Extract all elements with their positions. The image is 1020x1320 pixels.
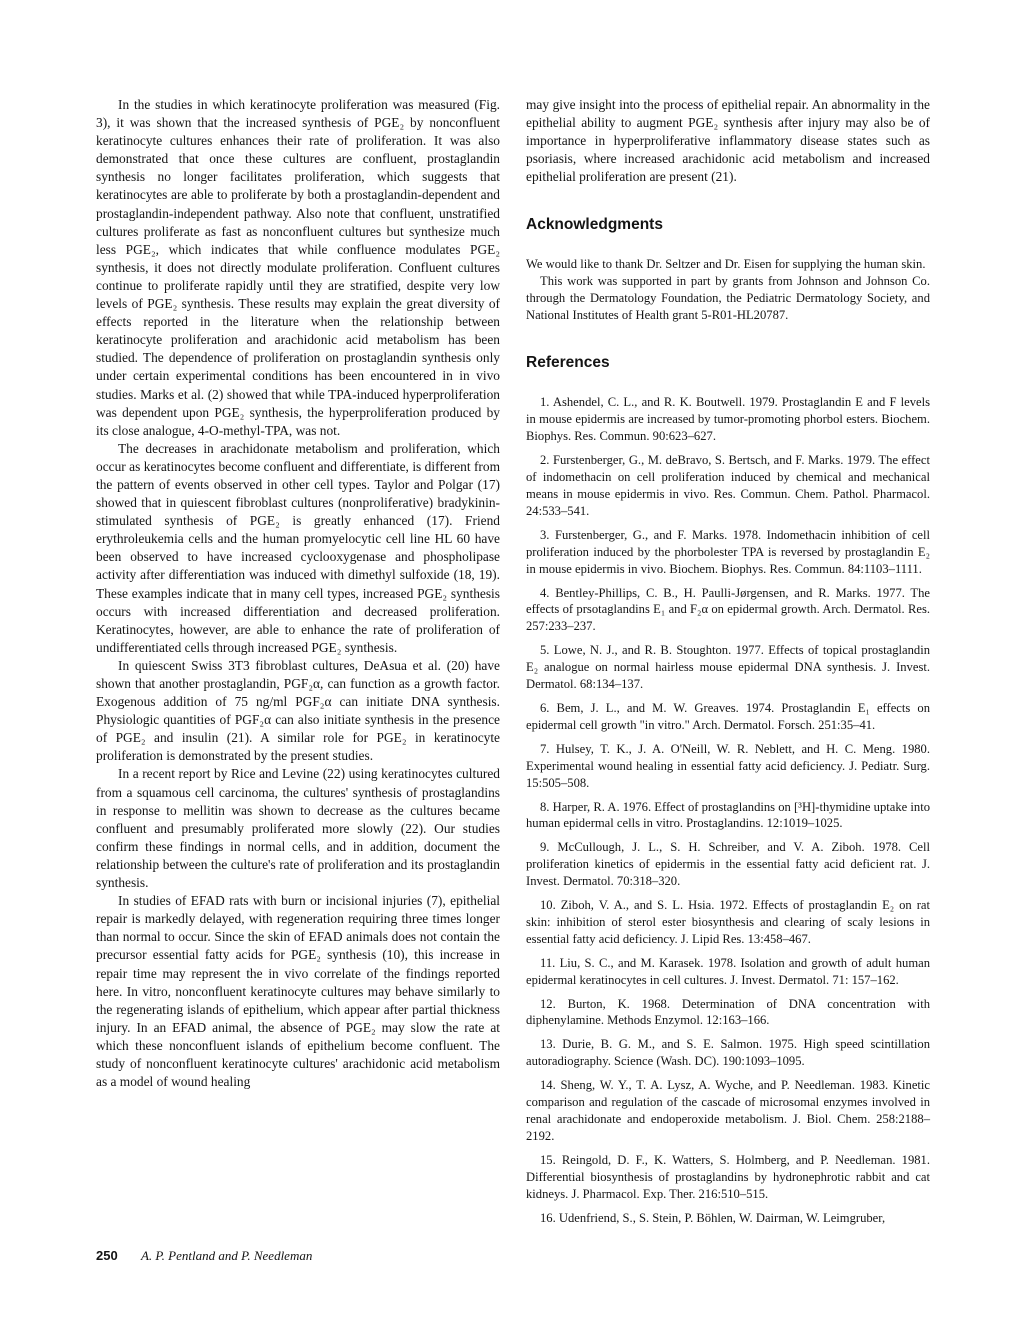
reference-item: 8. Harper, R. A. 1976. Effect of prostaglandins on [³H]-thymidine uptake into human epidermal cells in vitro. Prostaglandins. 12:1019–1025. [526,799,930,831]
body-paragraph: In a recent report by Rice and Levine (22) using keratinocytes cultured from a squamous cell carcinoma, the cultures' synthesis of prostaglandins in response to mellitin was shown to decrease as the cultures became confluent and presumably proliferated more slowly (22). Our studies confirm these findings in normal cells, and in addition, document the relationship between the culture's rate of proliferation and its prostaglandin synthesis. [96,766,500,891]
reference-item: 15. Reingold, D. F., K. Watters, S. Holmberg, and P. Needleman. 1981. Differential biosynthesis of prostaglandins by hydronephrotic rabbit and cat kidneys. J. Pharmacol. Exp. Ther. 216:510–515. [526,1152,930,1201]
reference-list [526,394,930,1226]
reference-item: 13. Durie, B. G. M., and S. E. Salmon. 1975. High speed scintillation autoradiography. Science (Wash. DC). 190:1093–1095. [526,1037,930,1069]
reference-item: 7. Hulsey, T. K., J. A. O'Neill, W. R. Neblett, and H. C. Meng. 1980. Experimental wound healing in essential fatty acid deficiency. J. Pediatr. Surg. 15:505–508. [526,741,930,790]
reference-item: 2. Furstenberger, G., M. deBravo, S. Bertsch, and F. Marks. 1979. The effect of indomethacin on cell proliferation induced by chemical and mechanical means in mouse epidermis in vivo. Res. Commun. Chem. Pathol. Pharmacol. 24:533–541. [526,453,930,518]
acknowledgment-paragraph: This work was supported in part by grants from Johnson and Johnson Co. through the Dermatology Foundation, the Pediatric Dermatology Society, and National Institutes of Health grant 5-R01-HL20787. [526,274,930,323]
body-paragraph: In quiescent Swiss 3T3 fibroblast cultures, DeAsua et al. (20) have shown that another prostaglandin, PGF₂α, can function as a growth factor. Exogenous addition of 75 ng/ml PGF₂α can initiate DNA synthesis. Physiologic quantities of PGF₂α can also initiate synthesis in the presence of PGE₂ and insulin (21). A similar role for PGE₂ in keratinocyte proliferation is demonstrated by the present studies. [96,657,500,764]
body-paragraph: In studies of EFAD rats with burn or incisional injuries (7), epithelial repair is markedly delayed, with regeneration requiring three times longer than normal to occur. Since the skin of EFAD animals does not contain the precursor essential fatty acids for PGE₂ synthesis (10), this increase in repair time may represent the in vivo correlate of the findings reported here. In vitro, nonconfluent keratinocyte cultures may behave similarly to the regenerating islands of epithelium, which appear after partial thickness injury. In an EFAD animal, the absence of PGE₂ may slow the rate at which these nonconfluent islands of epithelium become confluent. The study of nonconfluent keratinocyte cultures' arachidonic acid metabolism as a model of wound healing [96,893,500,1090]
reference-item: 14. Sheng, W. Y., T. A. Lysz, A. Wyche, and P. Needleman. 1983. Kinetic comparison and regulation of the cascade of microsomal enzymes involved in renal arachidonate and endoperoxide metabolism. J. Biol. Chem. 258:2188–2192. [526,1078,930,1143]
references-heading: References [526,354,610,372]
reference-item: 16. Udenfriend, S., S. Stein, P. Böhlen, W. Dairman, W. Leimgruber, [540,1210,886,1225]
body-paragraph: The decreases in arachidonate metabolism and proliferation, which occur as keratinocytes become confluent and differentiate, is different from the pattern of events observed in other cell types. Taylor and Polgar (17) showed that in quiescent fibroblast cultures (nonproliferative) bradykinin-stimulated synthesis of PGE₂ is greatly enhanced (17). Friend erythroleukemia cells and the human promyelocytic cell line HL 60 have been observed to have increased cyclooxygenase and phospholipase activity after differentiation was induced with dimethyl sulfoxide (18, 19). These examples indicate that in many cell types, increased PGE₂ synthesis occurs with increased differentiation and decreased proliferation. Keratinocytes, however, are able to enhance the rate of proliferation of undifferentiated cells through increased PGE₂ synthesis. [96,440,500,655]
acknowledgment-paragraph: We would like to thank Dr. Seltzer and Dr. Eisen for supplying the human skin. [526,257,926,272]
body-paragraph-continuation: may give insight into the process of epithelial repair. An abnormality in the epithelial ability to augment PGE₂ synthesis after injury may also be of importance in hyperproliferative inflammatory disease states such as psoriasis, where increased arachidonic acid metabolism and increased epithelial proliferation are present (21). [526,97,930,185]
reference-item: 4. Bentley-Phillips, C. B., H. Paulli-Jørgensen, and R. Marks. 1977. The effects of prsotaglandins E₁ and F₂α on epidermal growth. Arch. Dermatol. Res. 257:233–237. [526,585,930,634]
body-paragraph: In the studies in which keratinocyte proliferation was measured (Fig. 3), it was shown that the increased synthesis of PGE₂ by nonconfluent keratinocyte cultures enhances their rate of proliferation. It was also demonstrated that once these cultures are confluent, prostaglandin synthesis no longer facilitates proliferation, which suggests that keratinocytes are able to proliferate by both a prostaglandin-dependent and prostaglandin-independent pathway. Also note that confluent, unstratified cultures proliferate as fast as nonconfluent cultures but synthesize much less PGE₂, which indicates that while confluence modulates PGE₂ synthesis, it does not directly modulate proliferation. Confluent cultures continue to proliferate rapidly until they are stratified, despite very low levels of PGE₂ synthesis. These results may explain the great diversity of effects reported in the literature when the relationship between keratinocyte proliferation and arachidonic acid metabolism has been studied. The dependence of proliferation on prostaglandin synthesis only under certain experimental conditions has been encountered in in vivo studies. Marks et al. (2) showed that while TPA-induced hyperproliferation was dependent upon PGE₂ synthesis, the hyperproliferation produced by its close analogue, 4-O-methyl-TPA, was not. [96,97,500,438]
page-number: 250 [96,1248,118,1263]
right-column [526,96,930,1233]
acknowledgments-heading: Acknowledgments [526,216,663,234]
reference-item: 1. Ashendel, C. L., and R. K. Boutwell. 1979. Prostaglandin E and F levels in mouse epidermis are increased by tumor-promoting phorbol esters. Biochem. Biophys. Res. Commun. 90:623–627. [526,395,930,444]
reference-item: 11. Liu, S. C., and M. Karasek. 1978. Isolation and growth of adult human epidermal keratinocytes in cell cultures. J. Invest. Dermatol. 71: 157–162. [526,955,930,987]
reference-item: 5. Lowe, N. J., and R. B. Stoughton. 1977. Effects of topical prostaglandin E₂ analogue on normal hairless mouse epidermal DNA synthesis. J. Invest. Dermatol. 68:134–137. [526,643,930,692]
reference-item: 9. McCullough, J. L., S. H. Schreiber, and V. A. Ziboh. 1978. Cell proliferation kinetics of epidermis in the essential fatty acid deficient rat. J. Invest. Dermatol. 70:318–320. [526,840,930,889]
reference-item: 6. Bem, J. L., and M. W. Greaves. 1974. Prostaglandin E₁ effects on epidermal cell growth "in vitro." Arch. Dermatol. Forsch. 251:35–41. [526,700,930,732]
running-authors: A. P. Pentland and P. Needleman [140,1248,313,1263]
reference-item: 12. Burton, K. 1968. Determination of DNA concentration with diphenylamine. Methods Enzymol. 12:163–166. [526,996,930,1028]
reference-item: 10. Ziboh, V. A., and S. L. Hsia. 1972. Effects of prostaglandin E₂ on rat skin: inhibition of sterol ester biosynthesis and clearing of scaly lesions in essential fatty acid deficiency. J. Lipid Res. 13:458–467. [526,898,930,946]
reference-item: 3. Furstenberger, G., and F. Marks. 1978. Indomethacin inhibition of cell proliferation induced by the phorbolester TPA is reversed by prostaglandin E₂ in mouse epidermis in vivo. Biochem. Biophys. Res. Commun. 84:1103–1111. [526,527,930,576]
page-footer [96,1248,312,1264]
left-column [96,96,500,1091]
